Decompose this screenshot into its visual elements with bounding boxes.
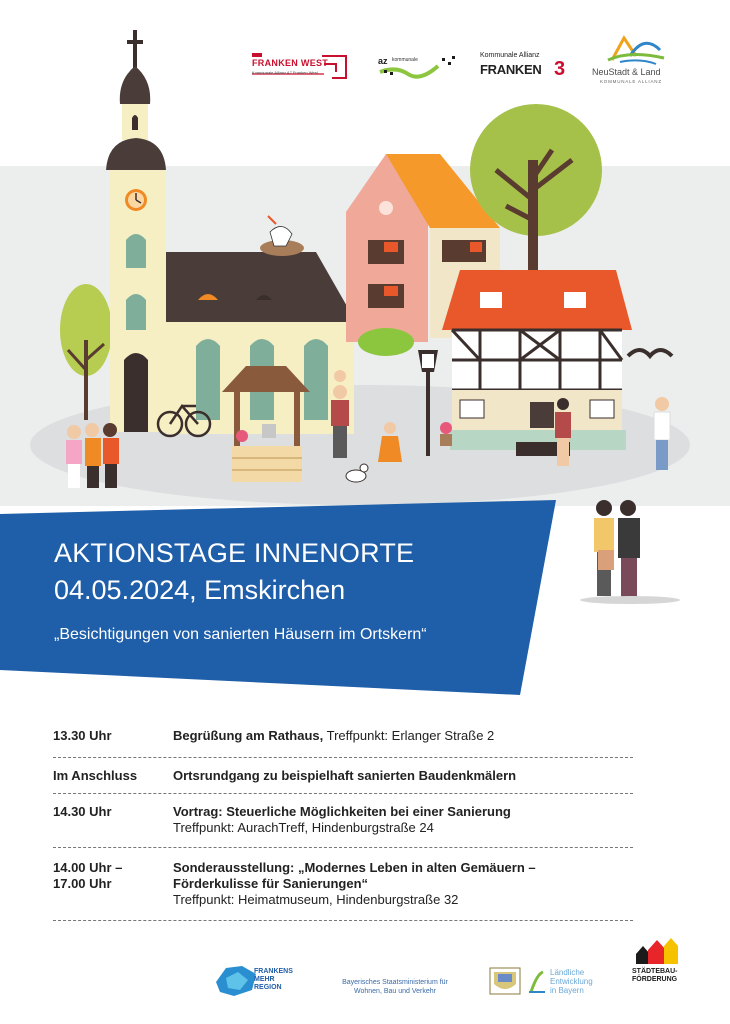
schedule-time: 14.30 Uhr [53, 804, 112, 819]
frankens-mehr-region-text: FRANKENS MEHR REGION [254, 968, 293, 991]
laendliche-entwicklung-icon [527, 970, 547, 994]
laendliche-entwicklung-text: Ländliche Entwicklung in Bayern [550, 968, 593, 995]
event-title: AKTIONSTAGE INNENORTE [54, 538, 415, 568]
schedule-bold: Ortsrundgang zu beispielhaft sanierten Baudenkmälern [173, 768, 517, 783]
kaf-mark: 3 [554, 58, 566, 80]
schedule-description [173, 860, 633, 908]
schedule-description [173, 728, 633, 744]
schedule-bold: Begrüßung am Rathaus, [173, 728, 324, 743]
half-timbered-house-icon [442, 270, 632, 456]
schedule-bold: Sonderausstellung: „Modernes Leben in alten Gemäuern – Förderkulisse für Sanierungen“ [173, 860, 536, 891]
schedule-description [173, 804, 633, 836]
neustadt-title: NeuStadt & Land [592, 67, 661, 77]
staedtebaufoerderung-text: STÄDTEBAU- FÖRDERUNG [632, 968, 678, 983]
schedule-description [173, 768, 633, 784]
water-well-icon [222, 366, 310, 482]
schedule-time: 14.00 Uhr – 17.00 Uhr [53, 860, 123, 891]
schedule-time: Im Anschluss [53, 768, 138, 783]
schedule-bold: Vortrag: Steuerliche Möglichkeiten bei einer Sanierung [173, 804, 511, 819]
ministry-text: Bayerisches Staatsministerium für Wohnen, Bau und Verkehr [342, 979, 448, 995]
church-tower-icon [106, 30, 166, 432]
bush-icon [358, 328, 414, 356]
schedule-row [53, 794, 633, 848]
schedule-text: Treffpunkt: AurachTreff, Hindenburgstraße 24 [173, 820, 434, 835]
kaf-line1: Kommunale Allianz [480, 52, 540, 59]
az-title: az [378, 56, 388, 66]
event-subtitle: „Besichtigungen von sanierten Häusern im Ortskern“ [54, 626, 427, 643]
people-group-left-icon [66, 423, 119, 488]
bavaria-coat-of-arms-icon [488, 966, 522, 996]
az-subtitle: kommunale [392, 57, 418, 63]
schedule-time: 13.30 Uhr [53, 728, 112, 743]
kaf-line2: FRANKEN [480, 62, 542, 77]
neustadt-subtitle: KOMMUNALE ALLIANZ [600, 79, 662, 84]
schedule-row [53, 848, 633, 921]
franken-west-title: FRANKEN WEST [252, 58, 329, 68]
schedule-row [53, 720, 633, 758]
schedule-text: Treffpunkt: Heimatmuseum, Hindenburgstraße 32 [173, 892, 459, 907]
schedule-text: Treffpunkt: Erlanger Straße 2 [323, 728, 495, 743]
franken-west-subtitle: Kommunale Allianz A7 Franken West [252, 70, 318, 75]
schedule-row [53, 758, 633, 794]
schedule-list [53, 720, 633, 921]
event-date-place: 04.05.2024, Emskirchen [54, 575, 346, 605]
walking-couple-icon [580, 500, 680, 604]
staedtebaufoerderung-houses-icon [634, 936, 680, 966]
